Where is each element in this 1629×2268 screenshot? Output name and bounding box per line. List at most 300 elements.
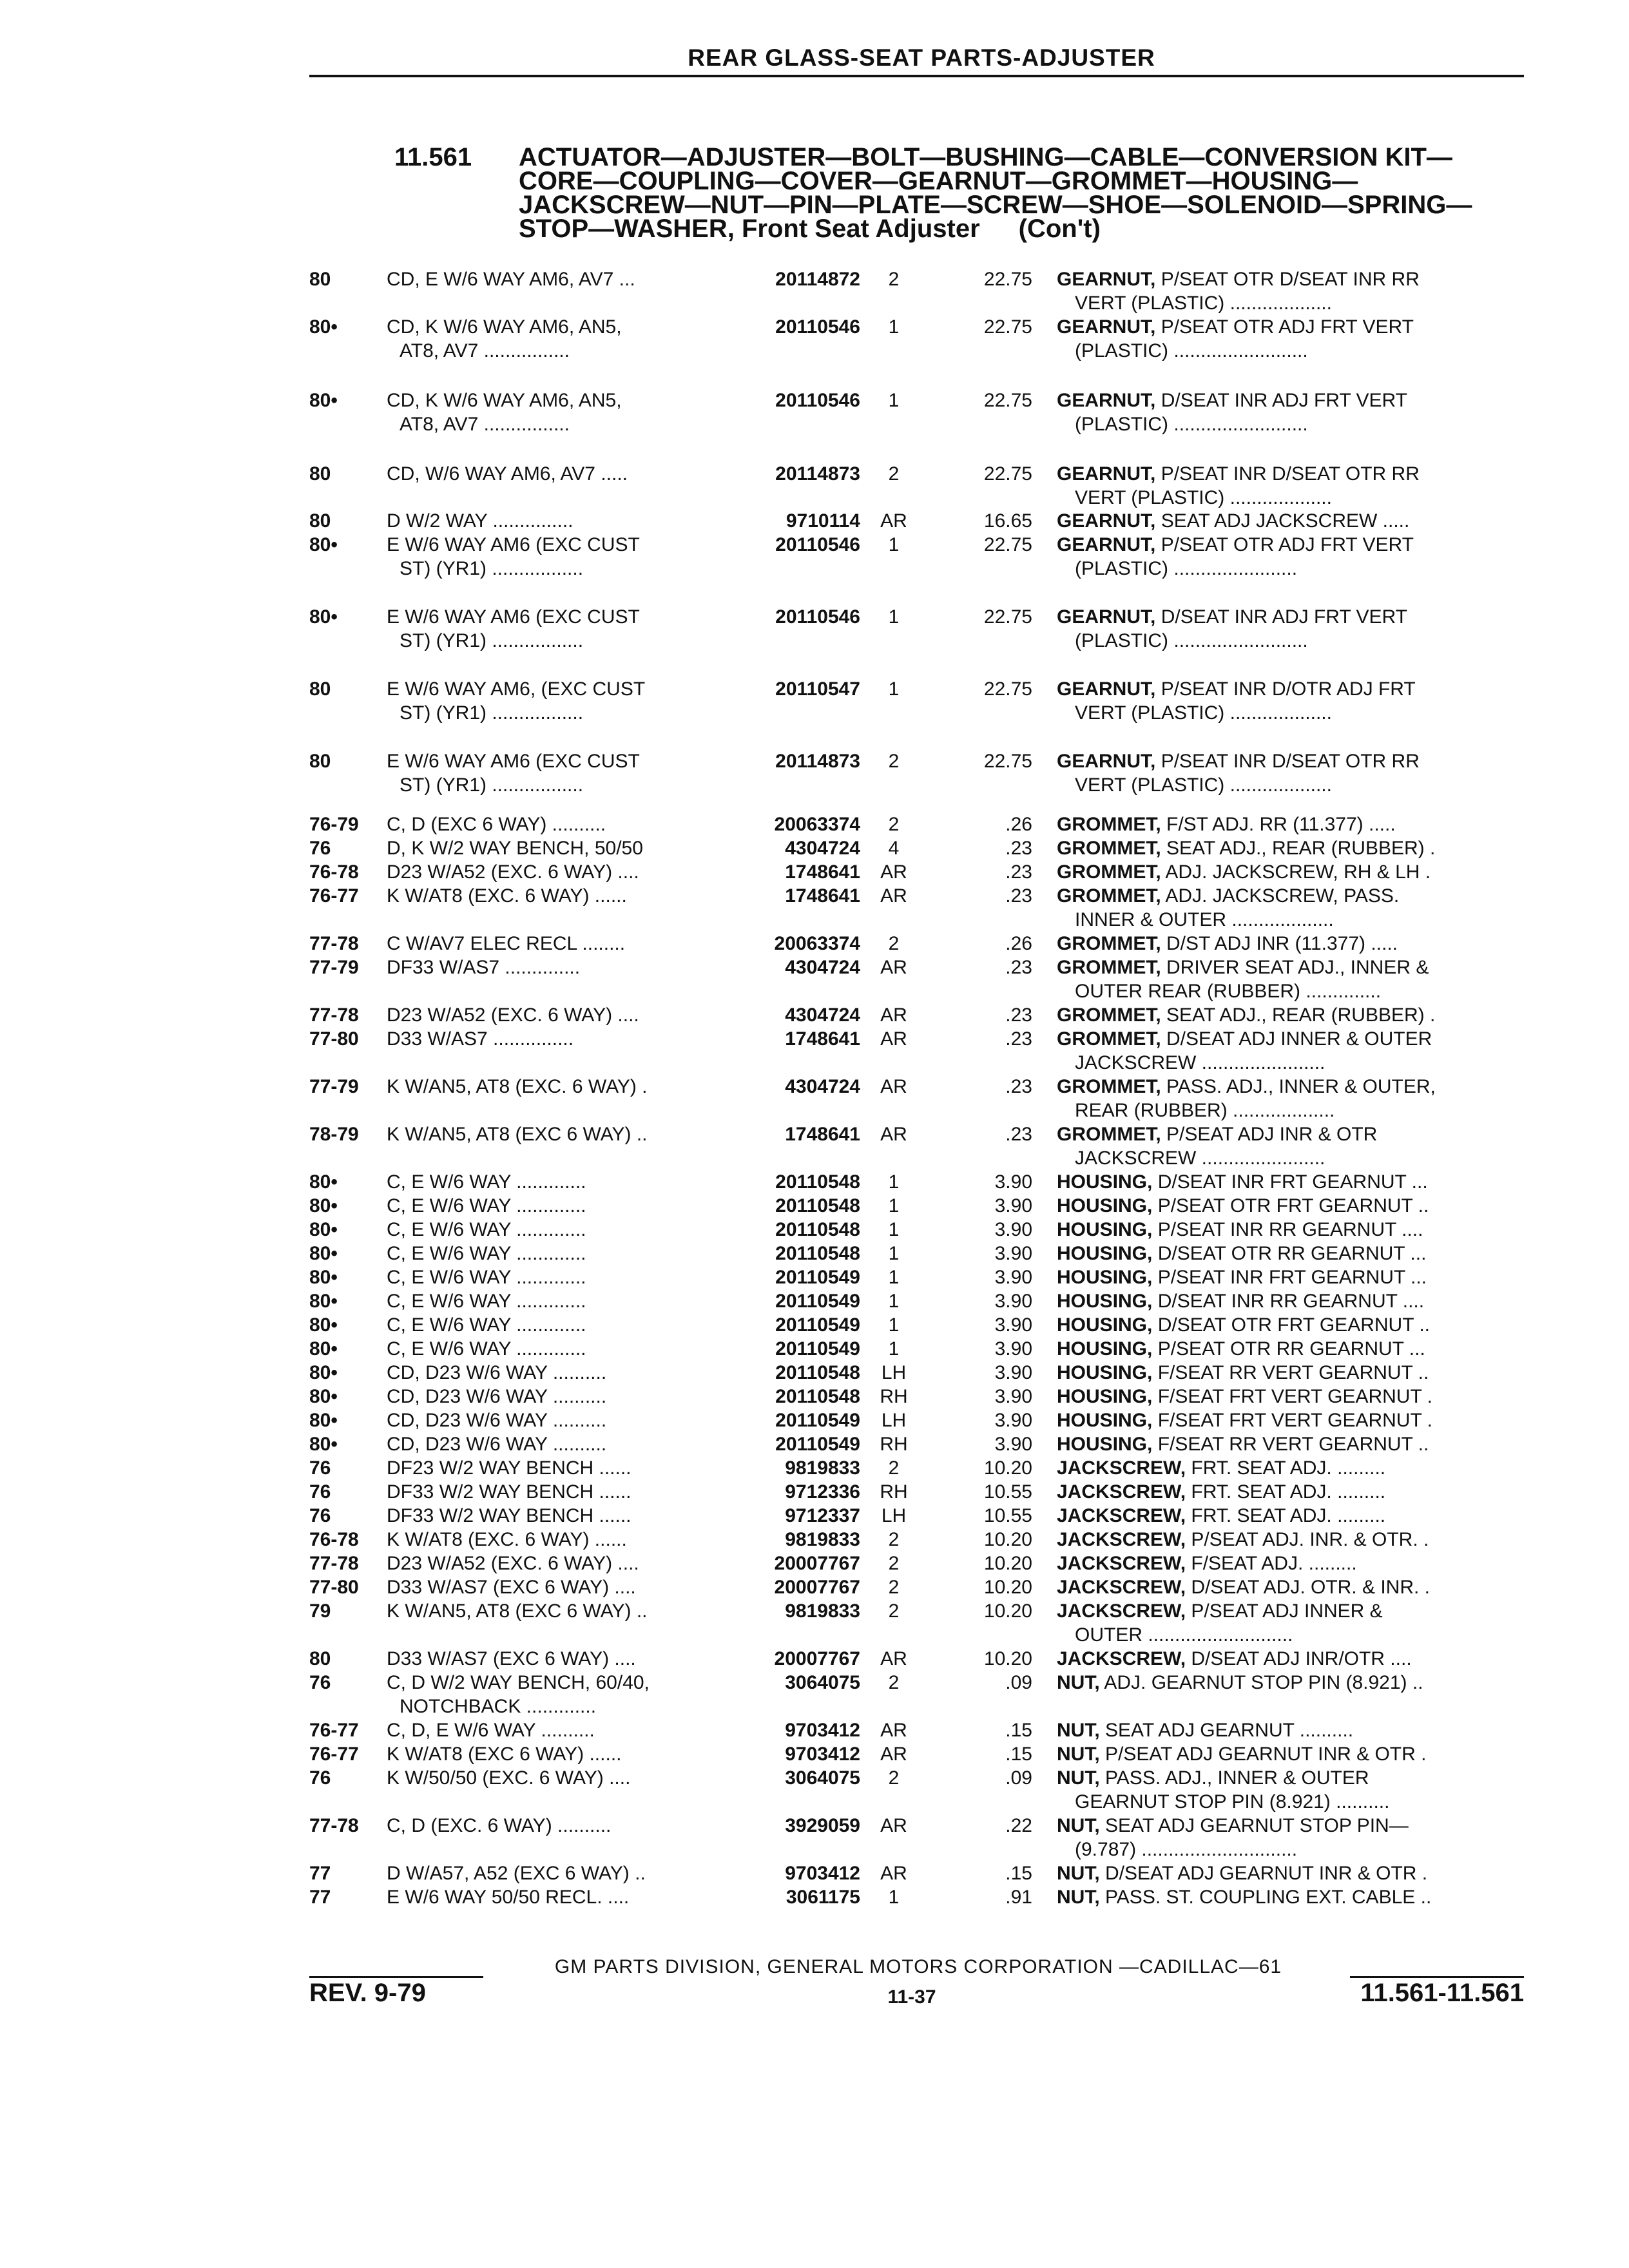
parts-row	[0, 315, 1629, 363]
part-name-line	[1057, 860, 1527, 884]
model-year: 78-79	[309, 1124, 359, 1145]
price: 22.75	[983, 678, 1032, 700]
part-name-line	[1057, 1122, 1527, 1146]
application-description: D33 W/AS7 ...............	[387, 1028, 574, 1050]
price: 10.20	[983, 1529, 1032, 1550]
part-note: ADJ. GEARNUT STOP PIN (8.921) ..	[1104, 1672, 1423, 1693]
model-year: 80	[309, 269, 331, 290]
part-note: SEAT ADJ., REAR (RUBBER) .	[1166, 838, 1436, 859]
part-note: P/SEAT OTR ADJ FRT VERT	[1161, 316, 1414, 338]
quantity: 2	[888, 1457, 900, 1479]
model-year: 80•	[309, 390, 338, 411]
part-name-line	[1057, 462, 1527, 486]
model-year: 80	[309, 510, 331, 532]
part-name-line	[1057, 1766, 1527, 1790]
part-name-line	[1057, 1432, 1527, 1456]
part-note: P/SEAT INR FRT GEARNUT ...	[1157, 1267, 1427, 1288]
part-note: P/SEAT OTR FRT GEARNUT ..	[1157, 1195, 1429, 1216]
parts-row	[0, 1885, 1629, 1933]
part-note: FRT. SEAT ADJ. .........	[1191, 1481, 1386, 1503]
model-year: 76-78	[309, 861, 359, 883]
application-description: C, E W/6 WAY .............	[387, 1171, 586, 1193]
part-number: 20110549	[775, 1267, 860, 1288]
price: 3.90	[994, 1195, 1032, 1216]
application-description: DF23 W/2 WAY BENCH ......	[387, 1457, 631, 1479]
quantity: 2	[888, 751, 900, 772]
part-name-line	[1057, 1718, 1527, 1742]
model-year: 76	[309, 1672, 331, 1693]
price: 22.75	[983, 751, 1032, 772]
quantity: AR	[880, 1648, 907, 1669]
model-year: 76	[309, 1767, 331, 1789]
part-note: D/SEAT ADJ. OTR. & INR. .	[1191, 1577, 1430, 1598]
application-description: D W/A57, A52 (EXC 6 WAY) ..	[387, 1863, 646, 1884]
footer-section-range: 11.561-11.561	[1360, 1979, 1524, 2007]
part-name-line	[1057, 1504, 1527, 1528]
part-name: GEARNUT,	[1057, 606, 1156, 628]
quantity: 2	[888, 1553, 900, 1574]
part-number: 20007767	[774, 1577, 860, 1598]
footer-page-number: 11-37	[887, 1986, 936, 2008]
quantity: 1	[888, 534, 900, 555]
parts-row	[0, 533, 1629, 581]
part-note: FRT. SEAT ADJ. .........	[1191, 1457, 1386, 1479]
price: 10.20	[983, 1457, 1032, 1479]
price: 3.90	[994, 1243, 1032, 1264]
application-description: C, D (EXC 6 WAY) ..........	[387, 814, 606, 835]
part-note: P/SEAT OTR RR GEARNUT ...	[1157, 1338, 1425, 1360]
part-name-line	[1057, 812, 1527, 836]
part-number: 20007767	[774, 1648, 860, 1669]
price: 10.55	[983, 1481, 1032, 1503]
part-name-line	[1057, 932, 1527, 956]
application-description: C, D W/2 WAY BENCH, 60/40,	[387, 1672, 650, 1693]
footer-revision: REV. 9-79	[309, 1979, 426, 2007]
quantity: 1	[888, 1171, 900, 1193]
quantity: 2	[888, 933, 900, 954]
part-note: PASS. ST. COUPLING EXT. CABLE ..	[1105, 1887, 1432, 1908]
application-description: D23 W/A52 (EXC. 6 WAY) ....	[387, 1004, 639, 1026]
section-title	[519, 143, 1550, 243]
part-note-cont: (PLASTIC) .......................	[1075, 558, 1298, 579]
part-name: HOUSING,	[1057, 1171, 1153, 1193]
application-description: CD, D23 W/6 WAY ..........	[387, 1386, 607, 1407]
part-name: GROMMET,	[1057, 1076, 1161, 1097]
price: 22.75	[983, 534, 1032, 555]
application-description: E W/6 WAY AM6, (EXC CUST	[387, 678, 646, 700]
part-number: 1748641	[785, 885, 860, 907]
part-number: 3061175	[786, 1887, 860, 1908]
quantity: RH	[880, 1434, 908, 1455]
model-year: 76	[309, 838, 331, 859]
quantity: 2	[888, 1529, 900, 1550]
quantity: AR	[880, 1028, 907, 1050]
application-description: E W/6 WAY AM6 (EXC CUST	[387, 606, 640, 628]
part-number: 20110549	[775, 1410, 860, 1431]
price: 3.90	[994, 1434, 1032, 1455]
part-name-line	[1057, 267, 1527, 291]
part-name-line	[1057, 1552, 1527, 1575]
part-number: 9819833	[785, 1529, 860, 1550]
application-description-cont: AT8, AV7 ................	[400, 340, 570, 361]
model-year: 80	[309, 1648, 331, 1669]
part-name: HOUSING,	[1057, 1434, 1153, 1455]
model-year: 77-80	[309, 1028, 359, 1050]
part-number: 4304724	[785, 957, 860, 978]
price: .23	[1005, 838, 1032, 859]
part-name: GEARNUT,	[1057, 678, 1156, 700]
part-note: D/SEAT INR RR GEARNUT ....	[1157, 1291, 1425, 1312]
application-description: DF33 W/2 WAY BENCH ......	[387, 1505, 631, 1526]
section-title-last: STOP—WASHER, Front Seat Adjuster	[519, 215, 980, 243]
quantity: 2	[888, 814, 900, 835]
continued-label: (Con't)	[1018, 215, 1101, 243]
model-year: 77	[309, 1863, 331, 1884]
part-number: 20063374	[774, 814, 860, 835]
part-note: P/SEAT ADJ INR & OTR	[1166, 1124, 1378, 1145]
quantity: 1	[888, 606, 900, 628]
part-number: 3064075	[785, 1672, 860, 1693]
model-year: 80•	[309, 1171, 338, 1193]
price: .23	[1005, 957, 1032, 978]
part-name: GEARNUT,	[1057, 534, 1156, 555]
part-name: NUT,	[1057, 1744, 1100, 1765]
part-note: ADJ. JACKSCREW, PASS.	[1165, 885, 1400, 907]
part-name: HOUSING,	[1057, 1267, 1153, 1288]
quantity: AR	[880, 1815, 907, 1836]
section-title-line: JACKSCREW—NUT—PIN—PLATE—SCREW—SHOE—SOLENOID—SPRING—	[519, 191, 1472, 219]
section-title-line: CORE—COUPLING—COVER—GEARNUT—GROMMET—HOUSING—	[519, 167, 1358, 195]
model-year: 76	[309, 1457, 331, 1479]
model-year: 80•	[309, 1434, 338, 1455]
part-note: SEAT ADJ JACKSCREW .....	[1161, 510, 1410, 532]
application-description: CD, D23 W/6 WAY ..........	[387, 1410, 607, 1431]
price: 3.90	[994, 1314, 1032, 1336]
part-name: GEARNUT,	[1057, 316, 1156, 338]
application-description: CD, E W/6 WAY AM6, AV7 ...	[387, 269, 635, 290]
part-name: GEARNUT,	[1057, 269, 1156, 290]
part-name: JACKSCREW,	[1057, 1481, 1186, 1503]
quantity: 1	[888, 316, 900, 338]
part-number: 20110548	[775, 1195, 860, 1216]
part-number: 3064075	[785, 1767, 860, 1789]
parts-row	[0, 1671, 1629, 1718]
part-name: GEARNUT,	[1057, 751, 1156, 772]
quantity: 1	[888, 1314, 900, 1336]
price: .23	[1005, 1124, 1032, 1145]
model-year: 77-78	[309, 1004, 359, 1026]
application-description: K W/AT8 (EXC. 6 WAY) ......	[387, 885, 627, 907]
application-description: E W/6 WAY 50/50 RECL. ....	[387, 1887, 630, 1908]
part-number: 20110549	[775, 1434, 860, 1455]
price: .09	[1005, 1767, 1032, 1789]
application-description: C, E W/6 WAY .............	[387, 1219, 586, 1240]
part-number: 1748641	[785, 1124, 860, 1145]
part-note: P/SEAT OTR ADJ FRT VERT	[1161, 534, 1414, 555]
part-name: HOUSING,	[1057, 1243, 1153, 1264]
part-number: 9712337	[785, 1505, 860, 1526]
application-description: D, K W/2 WAY BENCH, 50/50	[387, 838, 643, 859]
part-note-cont: (PLASTIC) .........................	[1075, 414, 1308, 435]
part-note-cont: VERT (PLASTIC) ...................	[1075, 293, 1332, 314]
part-number: 20110546	[775, 316, 860, 338]
part-number: 9703412	[785, 1744, 860, 1765]
price: 3.90	[994, 1386, 1032, 1407]
model-year: 80•	[309, 1410, 338, 1431]
parts-row	[0, 677, 1629, 725]
part-name-line	[1057, 1218, 1527, 1242]
part-name-line	[1057, 533, 1527, 557]
part-note: FRT. SEAT ADJ. .........	[1191, 1505, 1386, 1526]
part-note: ADJ. JACKSCREW, RH & LH .	[1165, 861, 1431, 883]
model-year: 80•	[309, 1243, 338, 1264]
price: 3.90	[994, 1338, 1032, 1360]
part-number: 20007767	[774, 1553, 860, 1574]
part-name: GROMMET,	[1057, 814, 1161, 835]
part-name-line	[1057, 1361, 1527, 1385]
part-note-cont: INNER & OUTER ...................	[1075, 909, 1334, 930]
application-description-cont: ST) (YR1) .................	[400, 558, 584, 579]
application-description: DF33 W/2 WAY BENCH ......	[387, 1481, 631, 1503]
price: .23	[1005, 1004, 1032, 1026]
part-number: 20110548	[775, 1171, 860, 1193]
model-year: 76	[309, 1481, 331, 1503]
part-number: 9710114	[786, 510, 860, 532]
price: .09	[1005, 1672, 1032, 1693]
part-name: NUT,	[1057, 1767, 1100, 1789]
application-description: K W/50/50 (EXC. 6 WAY) ....	[387, 1767, 631, 1789]
price: .23	[1005, 1076, 1032, 1097]
part-number: 9703412	[785, 1720, 860, 1741]
part-number: 1748641	[785, 861, 860, 883]
quantity: 2	[888, 1577, 900, 1598]
price: 10.55	[983, 1505, 1032, 1526]
part-name: NUT,	[1057, 1720, 1100, 1741]
part-number: 1748641	[785, 1028, 860, 1050]
application-description: D23 W/A52 (EXC. 6 WAY) ....	[387, 1553, 639, 1574]
quantity: 1	[888, 1267, 900, 1288]
part-note: F/SEAT RR VERT GEARNUT ..	[1157, 1434, 1429, 1455]
application-description: CD, K W/6 WAY AM6, AN5,	[387, 390, 622, 411]
part-number: 20110548	[775, 1243, 860, 1264]
part-name: HOUSING,	[1057, 1219, 1153, 1240]
application-description: E W/6 WAY AM6 (EXC CUST	[387, 751, 640, 772]
price: 3.90	[994, 1171, 1032, 1193]
part-number: 20114873	[775, 463, 860, 485]
part-name-line	[1057, 509, 1527, 533]
footer-rule-left	[309, 1976, 483, 1978]
price: .91	[1005, 1887, 1032, 1908]
price: 22.75	[983, 390, 1032, 411]
parts-row	[0, 1075, 1629, 1122]
part-name: GROMMET,	[1057, 885, 1161, 907]
quantity: 1	[888, 1219, 900, 1240]
model-year: 80•	[309, 534, 338, 555]
application-description: C, E W/6 WAY .............	[387, 1291, 586, 1312]
part-name: GROMMET,	[1057, 1028, 1161, 1050]
part-note: P/SEAT ADJ. INR. & OTR. .	[1191, 1529, 1429, 1550]
part-note: P/SEAT OTR D/SEAT INR RR	[1161, 269, 1420, 290]
quantity: AR	[880, 885, 907, 907]
model-year: 80•	[309, 606, 338, 628]
part-name: JACKSCREW,	[1057, 1648, 1186, 1669]
part-name: HOUSING,	[1057, 1291, 1153, 1312]
model-year: 77	[309, 1887, 331, 1908]
part-note-cont: OUTER REAR (RUBBER) ..............	[1075, 981, 1382, 1002]
price: .15	[1005, 1863, 1032, 1884]
part-note: SEAT ADJ GEARNUT ..........	[1105, 1720, 1354, 1741]
application-description-cont: ST) (YR1) .................	[400, 774, 584, 796]
parts-row	[0, 1027, 1629, 1075]
part-note: D/ST ADJ INR (11.377) .....	[1166, 933, 1398, 954]
price: .26	[1005, 814, 1032, 835]
part-note: D/SEAT ADJ INNER & OUTER	[1166, 1028, 1432, 1050]
application-description: CD, D23 W/6 WAY ..........	[387, 1362, 607, 1383]
part-note: D/SEAT OTR FRT GEARNUT ..	[1157, 1314, 1430, 1336]
price: .23	[1005, 885, 1032, 907]
model-year: 77-78	[309, 933, 359, 954]
model-year: 80•	[309, 1291, 338, 1312]
part-number: 9703412	[785, 1863, 860, 1884]
quantity: 1	[888, 1338, 900, 1360]
part-number: 9712336	[785, 1481, 860, 1503]
application-description: CD, D23 W/6 WAY ..........	[387, 1434, 607, 1455]
quantity: AR	[880, 1004, 907, 1026]
price: 3.90	[994, 1267, 1032, 1288]
quantity: 2	[888, 1600, 900, 1622]
part-name-line	[1057, 1861, 1527, 1885]
quantity: 1	[888, 390, 900, 411]
model-year: 76-77	[309, 1720, 359, 1741]
price: 10.20	[983, 1648, 1032, 1669]
price: .23	[1005, 1028, 1032, 1050]
part-name-line	[1057, 836, 1527, 860]
part-number: 20110546	[775, 390, 860, 411]
model-year: 80•	[309, 1267, 338, 1288]
footer-publisher: GM PARTS DIVISION, GENERAL MOTORS CORPORATION —CADILLAC—61	[554, 1956, 1282, 1977]
page-header-title: REAR GLASS-SEAT PARTS-ADJUSTER	[688, 44, 1155, 71]
part-note: DRIVER SEAT ADJ., INNER &	[1166, 957, 1429, 978]
section-title-line	[519, 217, 1550, 241]
part-name: JACKSCREW,	[1057, 1457, 1186, 1479]
part-name: GEARNUT,	[1057, 390, 1156, 411]
quantity: AR	[880, 1863, 907, 1884]
section-title-line: ACTUATOR—ADJUSTER—BOLT—BUSHING—CABLE—CONVERSION KIT—	[519, 143, 1452, 171]
parts-row	[0, 956, 1629, 1003]
price: 10.20	[983, 1553, 1032, 1574]
model-year: 80	[309, 678, 331, 700]
part-number: 20110546	[775, 606, 860, 628]
model-year: 77-78	[309, 1553, 359, 1574]
part-name: GROMMET,	[1057, 957, 1161, 978]
part-number: 3929059	[785, 1815, 860, 1836]
price: 3.90	[994, 1219, 1032, 1240]
application-description: K W/AN5, AT8 (EXC. 6 WAY) .	[387, 1076, 648, 1097]
part-name-line	[1057, 1575, 1527, 1599]
part-note: PASS. ADJ., INNER & OUTER,	[1166, 1076, 1436, 1097]
part-name-line	[1057, 1194, 1527, 1218]
parts-row	[0, 605, 1629, 653]
part-name: JACKSCREW,	[1057, 1505, 1186, 1526]
price: 10.20	[983, 1600, 1032, 1622]
part-name: HOUSING,	[1057, 1338, 1153, 1360]
header-rule	[309, 75, 1524, 77]
part-name: HOUSING,	[1057, 1314, 1153, 1336]
application-description: C, D (EXC. 6 WAY) ..........	[387, 1815, 612, 1836]
part-number: 20114872	[775, 269, 860, 290]
part-name-line	[1057, 1456, 1527, 1480]
quantity: 2	[888, 1767, 900, 1789]
model-year: 80•	[309, 1386, 338, 1407]
quantity: 2	[888, 463, 900, 485]
part-number: 20063374	[774, 933, 860, 954]
part-name: JACKSCREW,	[1057, 1577, 1186, 1598]
parts-row	[0, 267, 1629, 315]
part-name: GROMMET,	[1057, 933, 1161, 954]
part-name: GEARNUT,	[1057, 510, 1156, 532]
part-name-line	[1057, 1480, 1527, 1504]
application-description: C, E W/6 WAY .............	[387, 1267, 586, 1288]
quantity: RH	[880, 1481, 908, 1503]
model-year: 80•	[309, 1314, 338, 1336]
part-number: 20110548	[775, 1219, 860, 1240]
quantity: 1	[888, 1291, 900, 1312]
application-description: K W/AN5, AT8 (EXC 6 WAY) ..	[387, 1600, 648, 1622]
part-note: P/SEAT INR D/SEAT OTR RR	[1161, 751, 1420, 772]
part-name: JACKSCREW,	[1057, 1600, 1186, 1622]
model-year: 77-79	[309, 957, 359, 978]
application-description: CD, W/6 WAY AM6, AV7 .....	[387, 463, 628, 485]
part-name-line	[1057, 315, 1527, 339]
footer-rule-right	[1350, 1976, 1524, 1978]
application-description: C, E W/6 WAY .............	[387, 1195, 586, 1216]
model-year: 80•	[309, 1195, 338, 1216]
parts-row	[0, 389, 1629, 436]
part-note: P/SEAT INR D/OTR ADJ FRT	[1161, 678, 1416, 700]
part-note-cont: REAR (RUBBER) ...................	[1075, 1100, 1335, 1121]
price: 22.75	[983, 463, 1032, 485]
quantity: RH	[880, 1386, 908, 1407]
part-name-line	[1057, 1265, 1527, 1289]
part-number: 20110548	[775, 1386, 860, 1407]
part-note: F/SEAT FRT VERT GEARNUT .	[1157, 1386, 1432, 1407]
application-description: D23 W/A52 (EXC. 6 WAY) ....	[387, 861, 639, 883]
part-note-cont: (9.787) .............................	[1075, 1839, 1298, 1860]
part-note-cont: VERT (PLASTIC) ...................	[1075, 774, 1332, 796]
part-name-line	[1057, 1385, 1527, 1408]
parts-row	[0, 1814, 1629, 1861]
quantity: LH	[881, 1505, 907, 1526]
part-note-cont: VERT (PLASTIC) ...................	[1075, 487, 1332, 508]
model-year: 76-77	[309, 885, 359, 907]
part-name-line	[1057, 677, 1527, 701]
application-description: C, E W/6 WAY .............	[387, 1314, 586, 1336]
part-name: NUT,	[1057, 1672, 1100, 1693]
parts-row	[0, 749, 1629, 797]
part-name: NUT,	[1057, 1815, 1100, 1836]
application-description: D33 W/AS7 (EXC 6 WAY) ....	[387, 1648, 636, 1669]
part-name: GROMMET,	[1057, 1124, 1161, 1145]
application-description: C, E W/6 WAY .............	[387, 1338, 586, 1360]
part-note: F/SEAT FRT VERT GEARNUT .	[1157, 1410, 1432, 1431]
part-name-line	[1057, 389, 1527, 412]
price: .15	[1005, 1744, 1032, 1765]
quantity: 2	[888, 269, 900, 290]
model-year: 80•	[309, 1219, 338, 1240]
part-name-line	[1057, 956, 1527, 979]
part-note-cont: JACKSCREW .......................	[1075, 1052, 1325, 1073]
part-name-line	[1057, 1742, 1527, 1766]
